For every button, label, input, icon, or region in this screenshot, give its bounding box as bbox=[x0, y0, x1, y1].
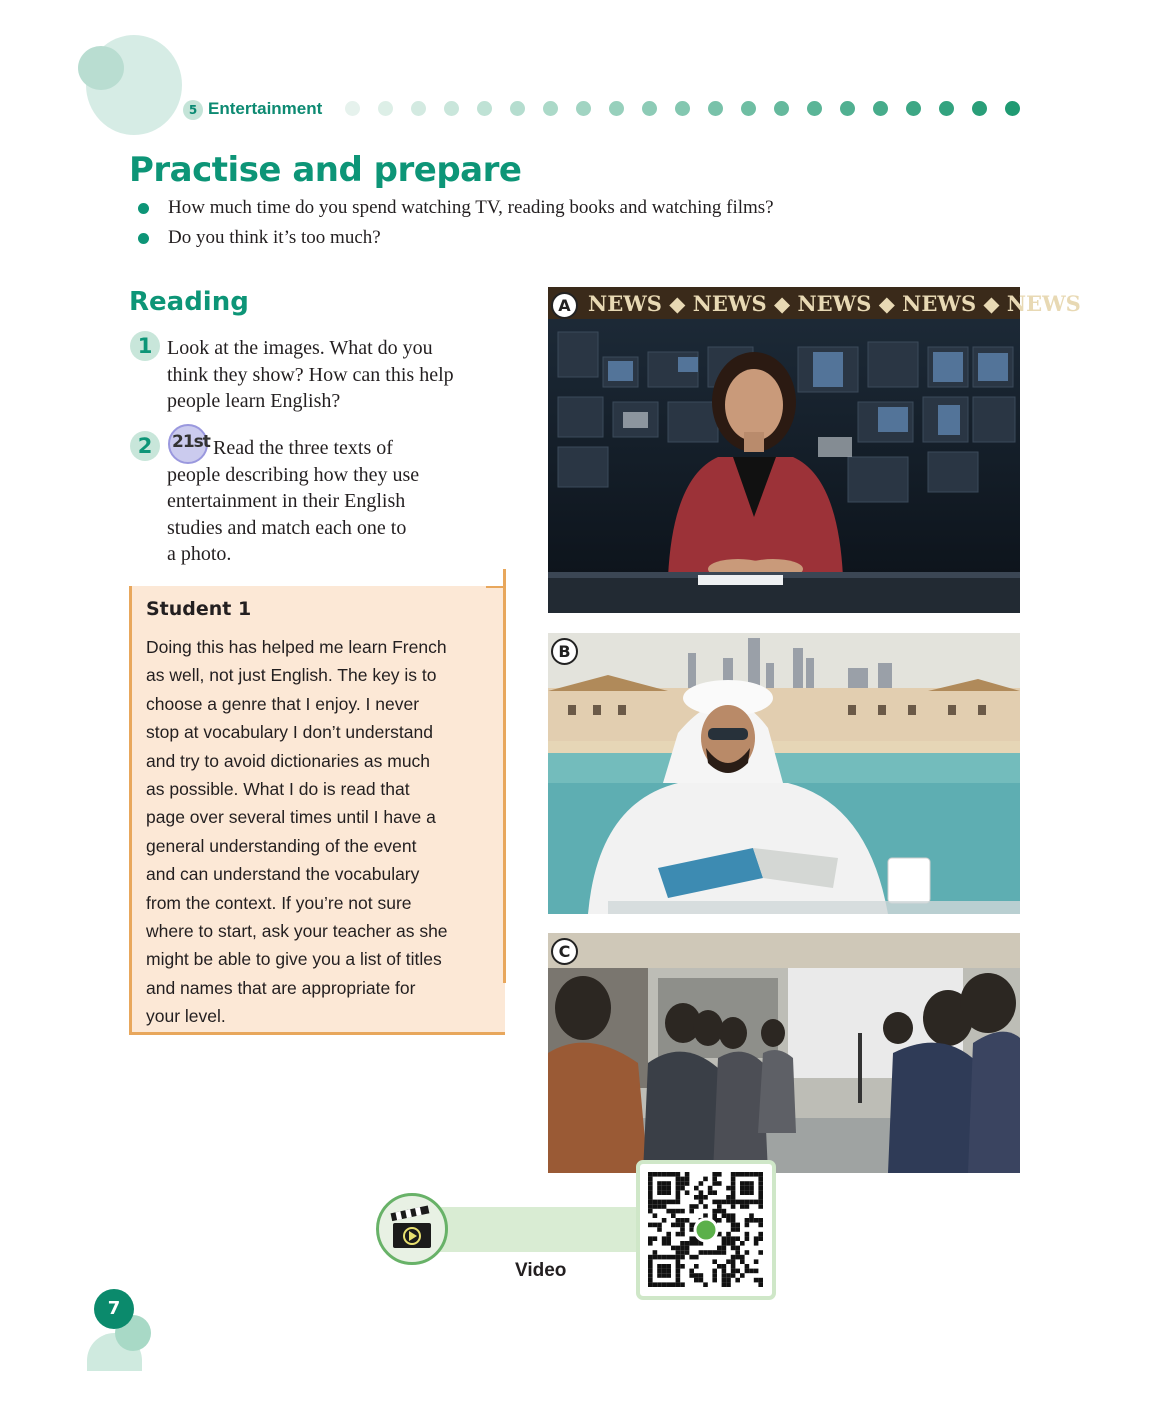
video-qr-code[interactable] bbox=[636, 1160, 776, 1300]
box-border bbox=[486, 586, 506, 588]
news-studio-illustration bbox=[548, 287, 1081, 613]
text-line: as possible. What I do is read that bbox=[146, 779, 410, 800]
divider-dot bbox=[609, 101, 624, 116]
divider-dot bbox=[906, 101, 921, 116]
divider-dot bbox=[774, 101, 789, 116]
divider-dot bbox=[939, 101, 954, 116]
divider-dot bbox=[807, 101, 822, 116]
divider-dot bbox=[873, 101, 888, 116]
qr-code-icon bbox=[640, 1164, 772, 1296]
divider-dot bbox=[576, 101, 591, 116]
instruction-line: Read the three texts of bbox=[213, 437, 393, 459]
instruction-line: a photo. bbox=[167, 543, 232, 565]
text-line: Doing this has helped me learn French bbox=[146, 637, 447, 657]
instruction-line: entertainment in their English bbox=[167, 490, 406, 512]
text-line: page over several times until I have a bbox=[146, 807, 436, 828]
photo-man-reading bbox=[548, 633, 1020, 914]
page-number: 7 bbox=[94, 1289, 134, 1329]
photo-label-c: C bbox=[551, 938, 578, 965]
clapperboard-icon bbox=[379, 1196, 445, 1262]
instruction-line: think they show? How can this help bbox=[167, 363, 454, 386]
question-text: How much time do you spend watching TV, reading books and watching films? bbox=[168, 197, 774, 218]
divider-dot bbox=[675, 101, 690, 116]
bullet-icon bbox=[138, 203, 149, 214]
unit-number-badge: 5 bbox=[183, 100, 203, 120]
text-line: from the context. If you’re not sure bbox=[146, 892, 412, 913]
divider-dot bbox=[345, 101, 360, 116]
divider-dot bbox=[378, 101, 393, 116]
discussion-questions bbox=[138, 196, 774, 256]
photo-label-b: B bbox=[551, 638, 578, 665]
question-text: Do you think it’s too much? bbox=[168, 227, 381, 248]
divider-dot bbox=[708, 101, 723, 116]
divider-dot bbox=[510, 101, 525, 116]
header-decoration-circle-small bbox=[78, 46, 124, 90]
divider-dot bbox=[477, 101, 492, 116]
instruction-line: people learn English? bbox=[167, 390, 341, 412]
bullet-icon bbox=[138, 233, 149, 244]
text-line: your level. bbox=[146, 1006, 226, 1027]
instruction-line: studies and match each one to bbox=[167, 516, 407, 539]
divider-dot bbox=[972, 101, 987, 116]
video-label: Video bbox=[515, 1260, 567, 1281]
text-line: stop at vocabulary I don’t understand bbox=[146, 722, 433, 743]
text-line: and can understand the vocabulary bbox=[146, 864, 420, 885]
divider-dot bbox=[642, 101, 657, 116]
news-banner-text: NEWS ◆ NEWS ◆ NEWS ◆ NEWS ◆ NEWS bbox=[588, 291, 1081, 316]
section-heading: Reading bbox=[129, 287, 249, 317]
text-line: as well, not just English. The key is to bbox=[146, 665, 437, 686]
instruction-line: people describing how they use bbox=[167, 463, 420, 486]
exercise-number: 1 bbox=[130, 331, 160, 361]
text-line: and try to avoid dictionaries as much bbox=[146, 750, 431, 771]
divider-dot bbox=[840, 101, 855, 116]
text-line: where to start, ask your teacher as she bbox=[146, 921, 448, 942]
video-button[interactable] bbox=[376, 1193, 448, 1265]
student-text bbox=[146, 633, 498, 1031]
box-border bbox=[503, 569, 506, 983]
exercise-1-instructions bbox=[167, 335, 454, 415]
exercise-2-instructions-cont bbox=[167, 462, 419, 568]
unit-title: Entertainment bbox=[208, 99, 323, 118]
header-dot-divider bbox=[345, 101, 1020, 116]
question-item bbox=[138, 196, 774, 226]
text-line: might be able to give you a list of titles bbox=[146, 949, 442, 970]
text-line: choose a genre that I enjoy. I never bbox=[146, 693, 420, 714]
divider-dot bbox=[741, 101, 756, 116]
divider-dot bbox=[1005, 101, 1020, 116]
divider-dot bbox=[543, 101, 558, 116]
exercise-2-instructions bbox=[167, 435, 393, 462]
page-title: Practise and prepare bbox=[129, 150, 522, 190]
text-line: and names that are appropriate for bbox=[146, 977, 416, 998]
exercise-number: 2 bbox=[130, 431, 160, 461]
reading-by-sea-illustration bbox=[548, 633, 1020, 914]
student-title: Student 1 bbox=[146, 598, 252, 620]
photo-audience-screening bbox=[548, 933, 1020, 1173]
audience-illustration bbox=[548, 933, 1020, 1173]
text-line: general understanding of the event bbox=[146, 835, 417, 856]
divider-dot bbox=[444, 101, 459, 116]
question-item bbox=[138, 226, 774, 256]
divider-dot bbox=[411, 101, 426, 116]
photo-label-a: A bbox=[551, 292, 578, 319]
21st-century-skills-label: 21st bbox=[172, 432, 210, 452]
instruction-line: Look at the images. What do you bbox=[167, 337, 433, 359]
photo-news-studio bbox=[548, 287, 1081, 613]
